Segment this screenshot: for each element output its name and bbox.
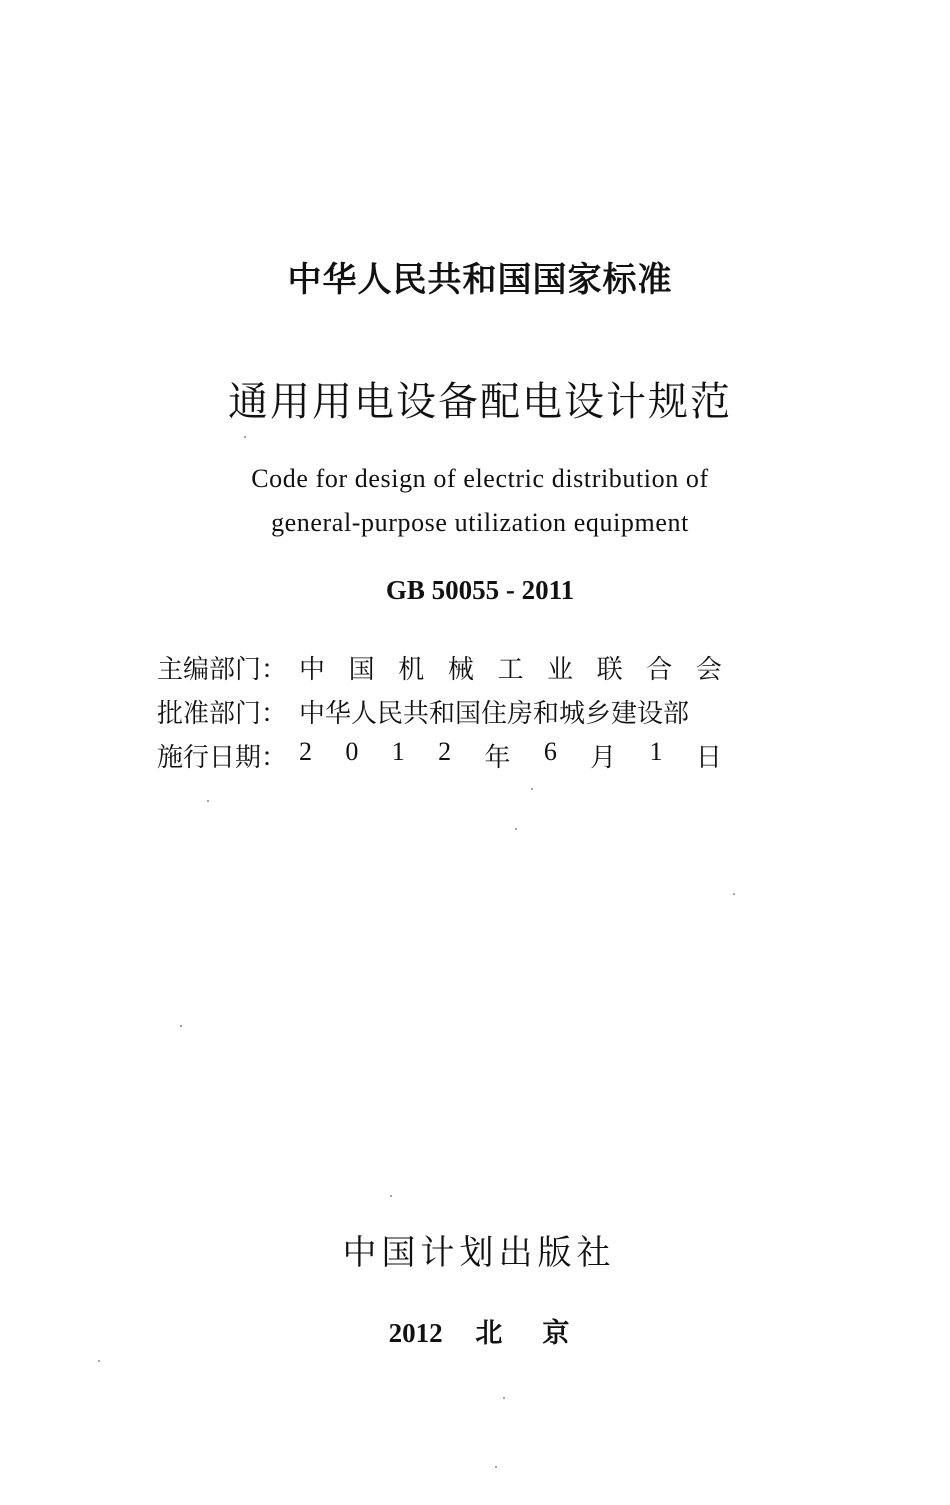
english-title (0, 457, 950, 545)
date-part: 1 (391, 736, 405, 766)
editor-char: 合 (646, 654, 673, 685)
standard-number: GB 50055 - 2011 (385, 575, 575, 605)
date-part: 1 (649, 736, 663, 766)
scan-speck (180, 1025, 182, 1027)
editor-char: 中 (299, 654, 326, 685)
editor-char: 会 (695, 654, 722, 685)
publisher-name: 中国计划出版社 (342, 1233, 616, 1273)
editor-char: 工 (497, 654, 524, 685)
date-part: 6 (543, 736, 557, 766)
editor-char: 机 (398, 654, 425, 685)
approver-row (157, 689, 722, 733)
editor-char: 械 (447, 654, 474, 685)
effective-date-row (157, 733, 722, 777)
editor-row (157, 645, 722, 689)
date-part: 0 (345, 736, 359, 766)
series-title: 中华人民共和国国家标准 (287, 260, 673, 300)
editor-char: 联 (596, 654, 623, 685)
scan-speck (207, 800, 209, 802)
approver-value: 中华人民共和国住房和城乡建设部 (299, 698, 690, 729)
scan-speck (503, 1397, 505, 1399)
date-part: 日 (695, 742, 722, 773)
city-char: 京 (542, 1318, 570, 1349)
date-part: 年 (484, 742, 511, 773)
date-part: 2 (438, 736, 452, 766)
publication-year: 2012 (388, 1318, 443, 1348)
publication-city (475, 1318, 569, 1349)
date-part: 月 (590, 742, 617, 773)
scan-speck (244, 436, 246, 438)
scan-speck (390, 1195, 392, 1197)
scan-speck (495, 1466, 497, 1468)
editor-char: 国 (348, 654, 375, 685)
effective-date-value (297, 737, 722, 774)
scan-speck (98, 1360, 100, 1362)
date-part: 2 (299, 736, 312, 766)
english-title-line-2: general-purpose utilization equipment (271, 508, 689, 537)
chinese-title: 通用用电设备配电设计规范 (228, 379, 732, 425)
effective-date-label: 施行日期： (157, 742, 288, 773)
editor-label: 主编部门： (157, 654, 288, 685)
scan-speck (733, 893, 735, 895)
editor-char: 业 (547, 654, 574, 685)
scan-speck (531, 788, 533, 790)
english-title-line-1: Code for design of electric distribution of (251, 464, 709, 493)
approver-label: 批准部门： (157, 698, 288, 729)
editor-value (297, 649, 722, 686)
publication-line (0, 1311, 950, 1350)
info-table (157, 645, 722, 777)
city-char: 北 (475, 1318, 503, 1349)
scan-speck (515, 828, 517, 830)
